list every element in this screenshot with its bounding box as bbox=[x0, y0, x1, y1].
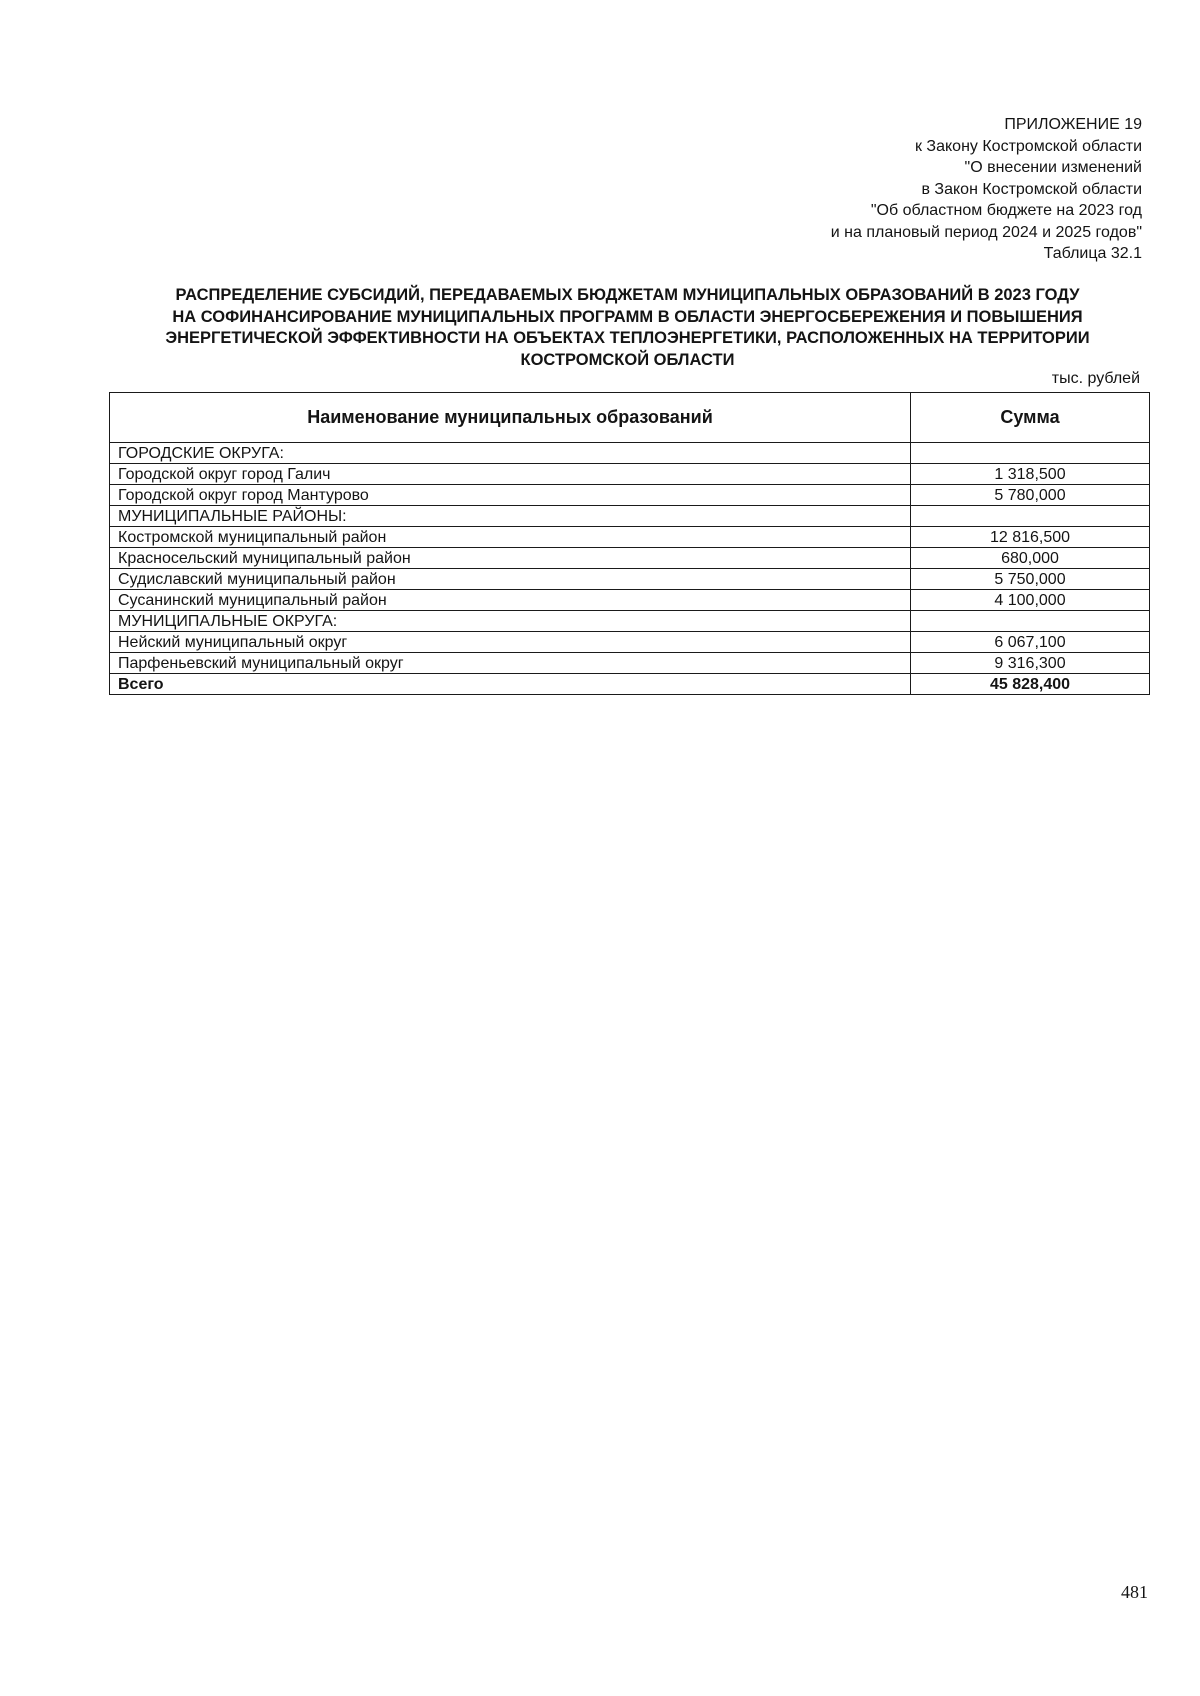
document-title bbox=[100, 285, 1155, 371]
section-row bbox=[110, 506, 1150, 527]
row-name: ГОРОДСКИЕ ОКРУГА: bbox=[110, 443, 911, 464]
page-number: 481 bbox=[1121, 1582, 1148, 1602]
section-row bbox=[110, 611, 1150, 632]
row-value: 5 750,000 bbox=[911, 569, 1150, 590]
row-name: Судиславский муниципальный район bbox=[110, 569, 911, 590]
appendix-line: в Закон Костромской области bbox=[921, 180, 1142, 198]
table-row bbox=[110, 653, 1150, 674]
row-value: 4 100,000 bbox=[911, 590, 1150, 611]
row-name: Сусанинский муниципальный район bbox=[110, 590, 911, 611]
table-row bbox=[110, 527, 1150, 548]
row-name: Городской округ город Мантурово bbox=[110, 485, 911, 506]
table-row bbox=[110, 548, 1150, 569]
subsidy-table bbox=[109, 392, 1150, 695]
row-value: 12 816,500 bbox=[911, 527, 1150, 548]
appendix-line: "Об областном бюджете на 2023 год bbox=[870, 202, 1142, 219]
row-value: 9 316,300 bbox=[911, 653, 1150, 674]
table-row bbox=[110, 590, 1150, 611]
title-line: КОСТРОМСКОЙ ОБЛАСТИ bbox=[520, 350, 735, 369]
appendix-line: и на плановый период 2024 и 2025 годов" bbox=[830, 223, 1142, 241]
row-name: Костромской муниципальный район bbox=[110, 527, 911, 548]
title-line: НА СОФИНАНСИРОВАНИЕ МУНИЦИПАЛЬНЫХ ПРОГРАММ В ОБЛАСТИ ЭНЕРГОСБЕРЕЖЕНИЯ И ПОВЫШЕНИЯ bbox=[172, 307, 1083, 326]
column-header-name: Наименование муниципальных образований bbox=[110, 393, 911, 443]
table-row bbox=[110, 632, 1150, 653]
row-value: 6 067,100 bbox=[911, 632, 1150, 653]
row-value bbox=[911, 611, 1150, 632]
units-label: тыс. рублей bbox=[1051, 370, 1140, 387]
row-name: МУНИЦИПАЛЬНЫЕ ОКРУГА: bbox=[110, 611, 911, 632]
column-header-sum: Сумма bbox=[911, 393, 1150, 443]
row-value: 5 780,000 bbox=[911, 485, 1150, 506]
appendix-line: ПРИЛОЖЕНИЕ 19 bbox=[1004, 116, 1142, 133]
row-name: Парфеньевский муниципальный округ bbox=[110, 653, 911, 674]
appendix-line: к Закону Костромской области bbox=[914, 137, 1142, 155]
total-value: 45 828,400 bbox=[911, 674, 1150, 695]
row-name: МУНИЦИПАЛЬНЫЕ РАЙОНЫ: bbox=[110, 506, 911, 527]
table-row bbox=[110, 569, 1150, 590]
table-header-row bbox=[110, 393, 1150, 443]
row-value bbox=[911, 506, 1150, 527]
table-row bbox=[110, 464, 1150, 485]
table-number: Таблица 32.1 bbox=[1043, 245, 1142, 262]
row-value bbox=[911, 443, 1150, 464]
row-value: 680,000 bbox=[911, 548, 1150, 569]
row-name: Красносельский муниципальный район bbox=[110, 548, 911, 569]
appendix-line: "О внесении изменений bbox=[964, 159, 1142, 176]
row-value: 1 318,500 bbox=[911, 464, 1150, 485]
row-name: Нейский муниципальный округ bbox=[110, 632, 911, 653]
title-line: РАСПРЕДЕЛЕНИЕ СУБСИДИЙ, ПЕРЕДАВАЕМЫХ БЮДЖЕТАМ МУНИЦИПАЛЬНЫХ ОБРАЗОВАНИЙ В 2023 ГОДУ bbox=[175, 286, 1080, 304]
total-label: Всего bbox=[110, 674, 911, 695]
total-row bbox=[110, 674, 1150, 695]
title-line: ЭНЕРГЕТИЧЕСКОЙ ЭФФЕКТИВНОСТИ НА ОБЪЕКТАХ ТЕПЛОЭНЕРГЕТИКИ, РАСПОЛОЖЕННЫХ НА ТЕРРИТОРИИ bbox=[165, 329, 1090, 347]
appendix-header bbox=[622, 114, 1142, 265]
row-name: Городской округ город Галич bbox=[110, 464, 911, 485]
section-row bbox=[110, 443, 1150, 464]
table-row bbox=[110, 485, 1150, 506]
